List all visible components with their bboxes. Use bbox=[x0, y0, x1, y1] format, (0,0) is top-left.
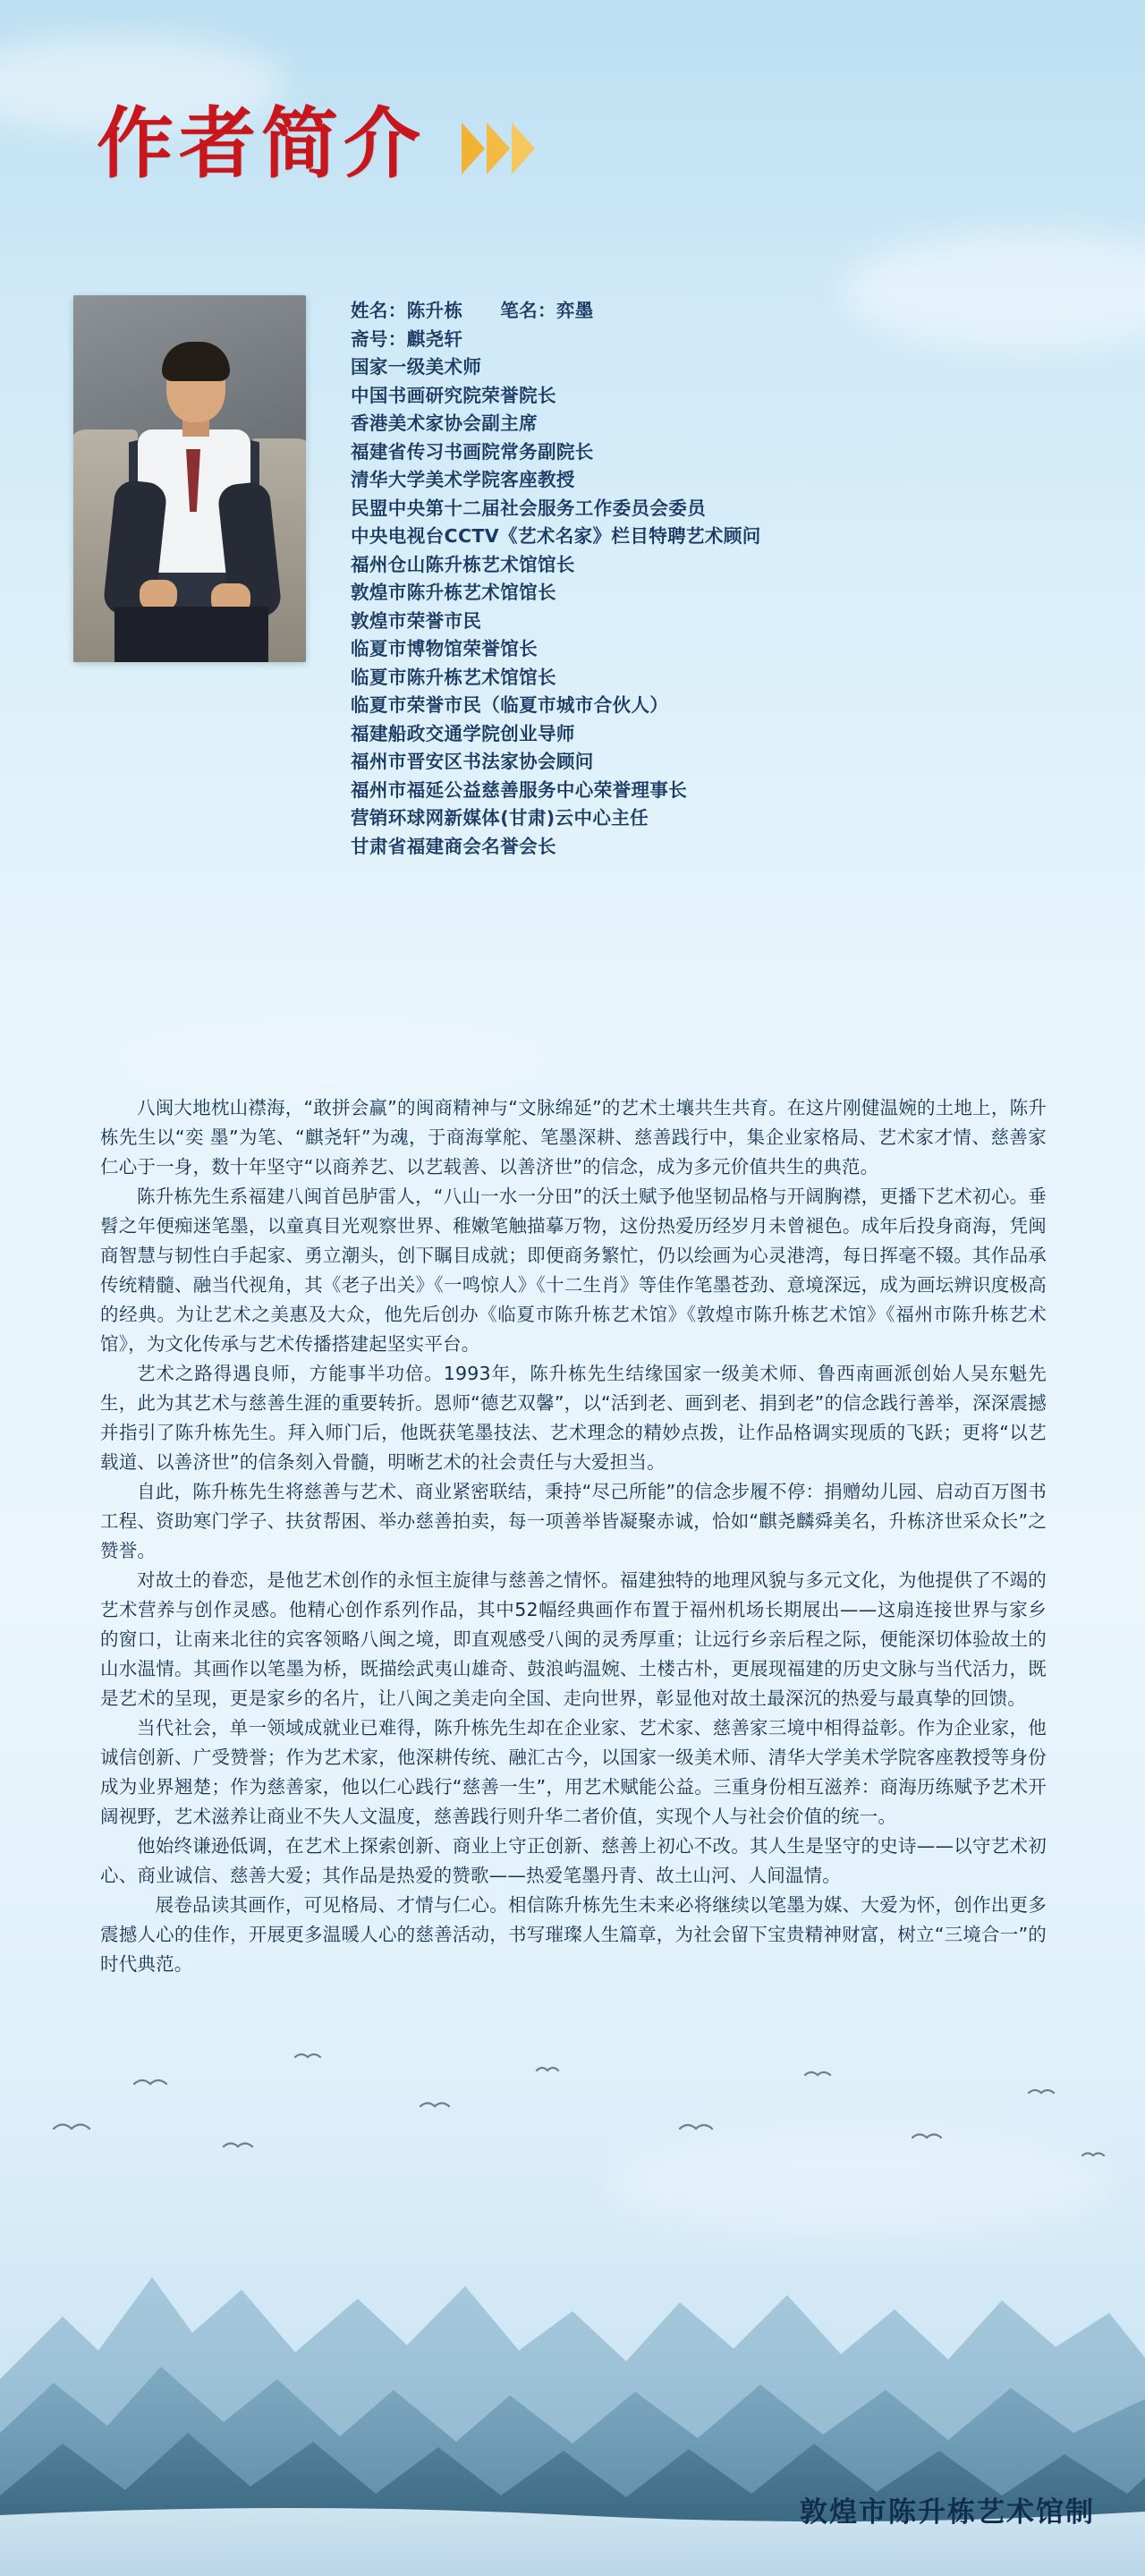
paragraph: 陈升栋先生系福建八闽首邑胪雷人，“八山一水一分田”的沃土赋予他坚韧品格与开阔胸襟，更播下艺术初心。垂髫之年便痴迷笔墨，以童真目光观察世界、稚嫩笔触描摹万物，这份热爱历经岁月未曾褪色。成年后投身商海，凭闽商智慧与韧性白手起家、勇立潮头，创下瞩目成就；即便商务繁忙，仍以绘画为心灵港湾，每日挥毫不辍。其作品承传统精髓、融当代视角，其《老子出关》《一鸣惊人》《十二生肖》等佳作笔墨苍劲、意境深远，成为画坛辨识度极高的经典。为让艺术之美惠及大众，他先后创办《临夏市陈升栋艺术馆》《敦煌市陈升栋艺术馆》《福州市陈升栋艺术馆》，为文化传承与艺术传播搭建起坚实平台。 bbox=[100, 1186, 1047, 1355]
paragraph: 八闽大地枕山襟海，“敢拼会赢”的闽商精神与“文脉绵延”的艺术土壤共生共育。在这片刚健温婉的土地上，陈升栋先生以“奕 墨”为笔、“麒尧轩”为魂，于商海掌舵、笔墨深耕、慈善践行中，集企业家格局、艺术家才情、慈善家仁心于一身，数十年坚守“以商养艺、以艺载善、以善济世”的信念，成为多元价值共生的典范。 bbox=[100, 1097, 1047, 1177]
bio-line: 姓名：陈升栋 笔名：弈墨 bbox=[351, 300, 594, 321]
bio-line: 临夏市陈升栋艺术馆馆长 bbox=[351, 666, 556, 688]
bio-line: 福州市晋安区书法家协会顾问 bbox=[351, 751, 594, 772]
paragraph: 他始终谦逊低调，在艺术上探索创新、商业上守正创新、慈善上初心不改。其人生是坚守的史诗——以守艺术初心、商业诚信、慈善大爱；其作品是热爱的赞歌——热爱笔墨丹青、故土山河、人间温情。 bbox=[100, 1835, 1047, 1886]
paragraph: 展卷品读其画作，可见格局、才情与仁心。相信陈升栋先生未来必将继续以笔墨为媒、大爱为怀，创作出更多震撼人心的佳作，开展更多温暖人心的慈善活动，书写璀璨人生篇章，为社会留下宝贵精神财富，树立“三境合一”的时代典范。 bbox=[100, 1894, 1047, 1975]
bio-line: 清华大学美术学院客座教授 bbox=[351, 469, 575, 490]
paragraph: 自此，陈升栋先生将慈善与艺术、商业紧密联结，秉持“尽己所能”的信念步履不停：捐赠幼儿园、启动百万图书工程、资助寒门学子、扶贫帮困、举办慈善拍卖，每一项善举皆凝聚赤诚，恰如“麒尧麟舜美名，升栋济世采众长”之赞誉。 bbox=[100, 1481, 1047, 1561]
bio-line: 敦煌市陈升栋艺术馆馆长 bbox=[351, 582, 556, 603]
bio-line: 敦煌市荣誉市民 bbox=[351, 609, 482, 632]
bio-line: 中国书画研究院荣誉院长 bbox=[351, 384, 556, 406]
bio-line: 临夏市博物馆荣誉馆长 bbox=[351, 638, 538, 659]
bio-line: 国家一级美术师 bbox=[351, 356, 482, 378]
bio-line: 营销环球网新媒体(甘肃)云中心主任 bbox=[351, 807, 649, 829]
bio-line: 民盟中央第十二届社会服务工作委员会委员 bbox=[351, 497, 707, 519]
bio-line: 中央电视台CCTV《艺术名家》栏目特聘艺术顾问 bbox=[351, 525, 761, 547]
author-portrait bbox=[73, 295, 306, 662]
intro-section bbox=[73, 295, 1075, 861]
bio-line: 福州市福延公益慈善服务中心荣誉理事长 bbox=[351, 778, 688, 801]
article-body bbox=[100, 1093, 1047, 1979]
footer-signature: 敦煌市陈升栋艺术馆制 bbox=[800, 2496, 1095, 2529]
paragraph: 对故土的眷恋，是他艺术创作的永恒主旋律与慈善之情怀。福建独特的地理风貌与多元文化，为他提供了不竭的艺术营养与创作灵感。他精心创作系列作品，其中52幅经典画作布置于福州机场长期展出——这扇连接世界与家乡的窗口，让南来北往的宾客领略八闽之境，即直观感受八闽的灵秀厚重；让远行乡亲后程之际，便能深切体验故土的山水温情。其画作以笔墨为桥，既描绘武夷山雄奇、鼓浪屿温婉、土楼古朴，更展现福建的历史文脉与当代活力，既是艺术的呈现，更是家乡的名片，让八闽之美走向全国、走向世界，彰显他对故土最深沉的热爱与最真挚的回馈。 bbox=[100, 1569, 1047, 1709]
bio-line: 临夏市荣誉市民（临夏市城市合伙人） bbox=[351, 694, 669, 716]
page-title: 作者简介 bbox=[97, 99, 426, 189]
bio-line: 福建省传习书画院常务副院长 bbox=[351, 440, 594, 463]
bio-line: 甘肃省福建商会名誉会长 bbox=[351, 835, 556, 857]
bio-line: 福建船政交通学院创业导师 bbox=[351, 722, 575, 744]
cloud-decoration bbox=[107, 1020, 555, 1101]
paragraph: 艺术之路得遇良师，方能事半功倍。1993年，陈升栋先生结缘国家一级美术师、鲁西南画派创始人吴东魁先生，此为其艺术与慈善生涯的重要转折。恩师“德艺双馨”，以“活到老、画到老、捐到老”的信念践行善举，深深震撼并指引了陈升栋先生。拜入师门后，他既获笔墨技法、艺术理念的精妙点拨，让作品格调实现质的飞跃；更将“以艺载道、以善济世”的信条刻入骨髓，明晰艺术的社会责任与大爱担当。 bbox=[100, 1363, 1047, 1473]
bio-line: 福州仓山陈升栋艺术馆馆长 bbox=[351, 553, 575, 575]
bio-line: 香港美术家协会副主席 bbox=[351, 412, 538, 434]
page-header bbox=[97, 99, 535, 189]
bio-list bbox=[351, 295, 1075, 861]
bio-line: 斋号：麒尧轩 bbox=[351, 327, 463, 350]
double-chevron-right-icon bbox=[462, 123, 535, 174]
paragraph: 当代社会，单一领域成就业已难得，陈升栋先生却在企业家、艺术家、慈善家三境中相得益彰。作为企业家，他诚信创新、广受赞誉；作为艺术家，他深耕传统、融汇古今，以国家一级美术师、清华大学美术学院客座教授等身份成为业界翘楚；作为慈善家，他以仁心践行“慈善一生”，用艺术赋能公益。三重身份相互滋养：商海历练赋予艺术开阔视野，艺术滋养让商业不失人文温度，慈善践行则升华二者价值，实现个人与社会价值的统一。 bbox=[100, 1717, 1047, 1827]
